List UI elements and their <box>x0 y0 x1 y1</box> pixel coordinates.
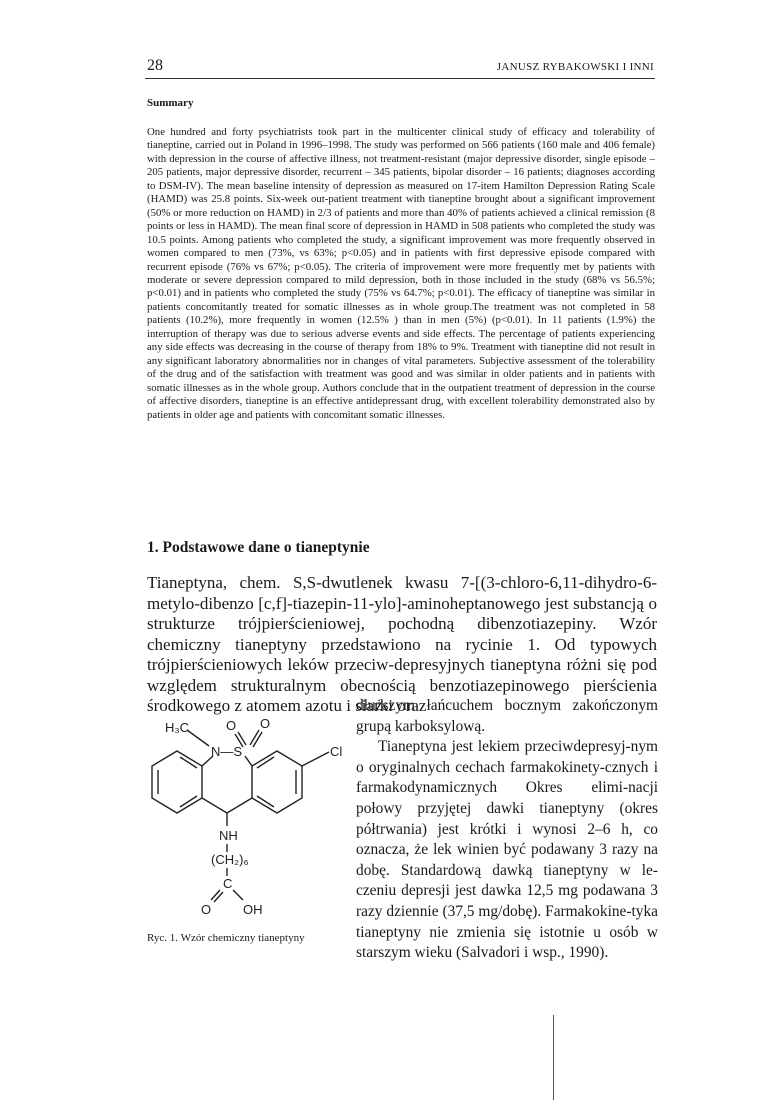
methyl-label: H₃C <box>165 720 190 735</box>
oxygen-label-1: O <box>226 718 237 733</box>
oxygen-label-2: O <box>260 716 271 731</box>
section-title: 1. Podstawowe dane o tianeptynie <box>147 539 370 556</box>
carbon-label: C <box>223 876 233 891</box>
page-number: 28 <box>147 57 163 74</box>
intro-paragraph: Tianeptyna, chem. S,S-dwutlenek kwasu 7-[(3-chloro-6,11-dihydro-6-metylo-dibenzo [c,f]-tiazepin-11-ylo]-aminoheptanowego jest substancją o strukturze trójpierścieniowej, pochodną dibenzotiazepiny. Wzór chemiczny tianeptyny przedstawiono na rycinie 1. Od typowych trójpierścieniowych leków przeciw-depresyjnych tianeptyna różni się pod względem strukturalnym obecnością benzotiazepinowego pierścienia środkowego z atomem azotu i siarki oraz <box>147 573 657 715</box>
nh-label: NH <box>219 828 238 843</box>
paragraph-2: Tianeptyna jest lekiem przeciwdepresyj-nym o oryginalnych cechach farmakokinety-cznych i farmakodynamicznych Okres elimi-nacji połowy przyjętej dawki tianeptyny (okres półtrwania) jest krótki i wynosi 2–6 h, co oznacza, że lek winien być podawany 3 razy na dobę. Standardową dawką tianeptyny w le-czeniu depresji jest dawka 12,5 mg podawana 3 razy dziennie (37,5 mg/dobę). Farmakokine-tyka tianeptyny nie zmienia się istotnie u osób w starszym wieku (Salvadori i wsp., 1990). <box>356 738 658 962</box>
chemical-structure-figure <box>147 716 347 921</box>
chlorine-label: Cl <box>330 744 343 759</box>
header-rule <box>145 78 655 79</box>
running-head: JANUSZ RYBAKOWSKI I INNI <box>496 61 654 73</box>
left-benzene-ring <box>152 751 202 813</box>
n-s-label: N—S <box>211 744 243 759</box>
figure-caption: Ryc. 1. Wzór chemiczny tianeptyny <box>147 932 305 944</box>
chain-label: (CH₂)₆ <box>211 852 249 867</box>
tianeptine-structure-diagram <box>147 716 347 921</box>
oxygen-label-3: O <box>201 902 212 917</box>
hydroxyl-label: OH <box>243 902 263 917</box>
summary-text: One hundred and forty psychiatrists took part in the multicenter clinical study of efficacy and tolerability of tianeptine, carried out in Poland in 1996–1998. The study was performed on 566 patients (160 male and 406 female) with depression in the course of affective illness, not treatment-resistant (major depressive disorder, single episode – 205 patients, major depressive disorder, recurrent – 345 patients, bipolar disorder – 16 patients; diagnoses according to DSM-IV). The mean baseline intensity of depression as measured on 17-item Hamilton Depression Rating Scale (HAMD) was 25.8 points. Six-week out-patient treatment with tianeptine brought about a significant improvement (50% or more reduction on HAMD) in 2/3 of patients and more than 40% of patients achieved a clinical remission (8 points or less in HAMD). The mean final score of depression in HAMD in 508 patients who completed the study was 10.5 points. Among patients who completed the study, a significant improvement was more frequently observed in women compared to men (73%, vs 63%; p<0.05) and in patients with first depressive episode compared with recurrent episode (76% vs 67%; p<0.05). The criteria of improvement were more frequently met by patients with moderate or severe depression compared to mild depression, both in those included in the study (68% vs 56.5%; p<0.01) and in patients who completed the study (75% vs 64.7%; p<0.01). The efficacy of tianeptine was similar in patients concomitantly treated for somatic illnesses as in whole group.The treatment was not completed in 58 patients (10.2%), more frequently in women (12.5% ) than in men (5%) (p<0.01). In 11 patients (1.9%) the interruption of therapy was due to serious adverse events and side effects. The percentage of patients experiencing any side effects was decreasing in the course of therapy from 18% to 9%. Treatment with tianeptine did not result in any significant laboratory abnormalities nor in changes of vital parameters. Subjective assessment of the tolerability of the drug and of the satisfaction with treatment was good and was similar in older patients and in patients with somatic illnesses as in the whole group. Authors conclude that in the outpatient treatment of depression in the course of affective disorders, tianeptine is an effective antidepressant drug, with excellent tolerability demonstrated also by patients in older age and patients with concomitant somatic illnesses. <box>147 126 655 421</box>
continuation-text: dłuższym łańcuchem bocznym zakończonym grupą karboksylową. <box>356 697 658 735</box>
margin-line <box>553 1015 554 1100</box>
right-benzene-ring <box>252 751 302 813</box>
summary-title: Summary <box>147 97 194 109</box>
right-column <box>356 696 658 964</box>
